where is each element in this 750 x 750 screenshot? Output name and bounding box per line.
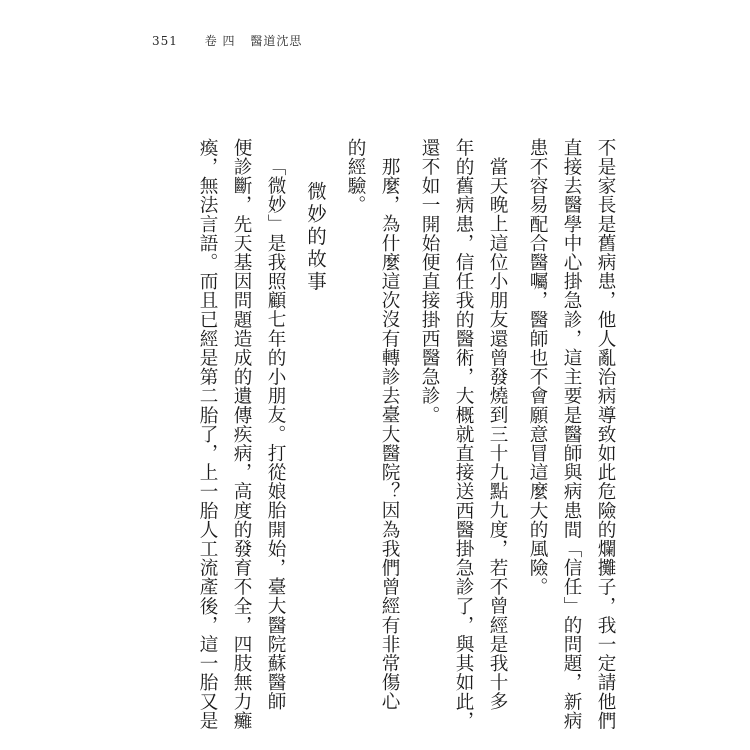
text-column: 年的舊病患，信任我的醫術，大概就直接送西醫掛急診了，與其如此， <box>453 138 474 731</box>
text-column: 「微妙」是我照顧七年的小朋友。打從娘胎開始，臺大醫院蘇醫師 <box>265 156 286 711</box>
text-column: 那麼，為什麼這次沒有轉診去臺大醫院？因為我們曾經有非常傷心 <box>379 156 400 711</box>
chapter-title: 醫道沈思 <box>250 34 303 48</box>
vertical-text-body <box>190 138 622 731</box>
running-header <box>152 32 302 49</box>
volume-label: 卷 四 <box>204 34 236 48</box>
text-column: 不是家長是舊病患，他人亂治病導致如此危險的爛攤子，我一定請他們 <box>595 138 616 731</box>
text-column: 當天晚上這位小朋友還曾發燒到三十九點九度，若不曾經是我十多 <box>487 156 508 711</box>
section-heading: 微妙的故事 <box>304 180 327 294</box>
text-column: 還不如一開始便直接掛西醫急診。 <box>419 138 440 425</box>
text-column: 便診斷，先天基因問題造成的遺傳疾病，高度的發育不全，四肢無力癱 <box>231 138 252 731</box>
text-column: 患不容易配合醫囑，醫師也不會願意冒這麼大的風險。 <box>527 138 548 597</box>
page-number: 351 <box>152 34 178 48</box>
text-column: 直接去醫學中心掛急診，這主要是醫師與病患間「信任」的問題，新病 <box>561 138 582 731</box>
text-column: 的經驗。 <box>345 138 366 215</box>
text-column: 瘓，無法言語。而且已經是第二胎了，上一胎人工流產後，這一胎又是 <box>197 138 218 731</box>
